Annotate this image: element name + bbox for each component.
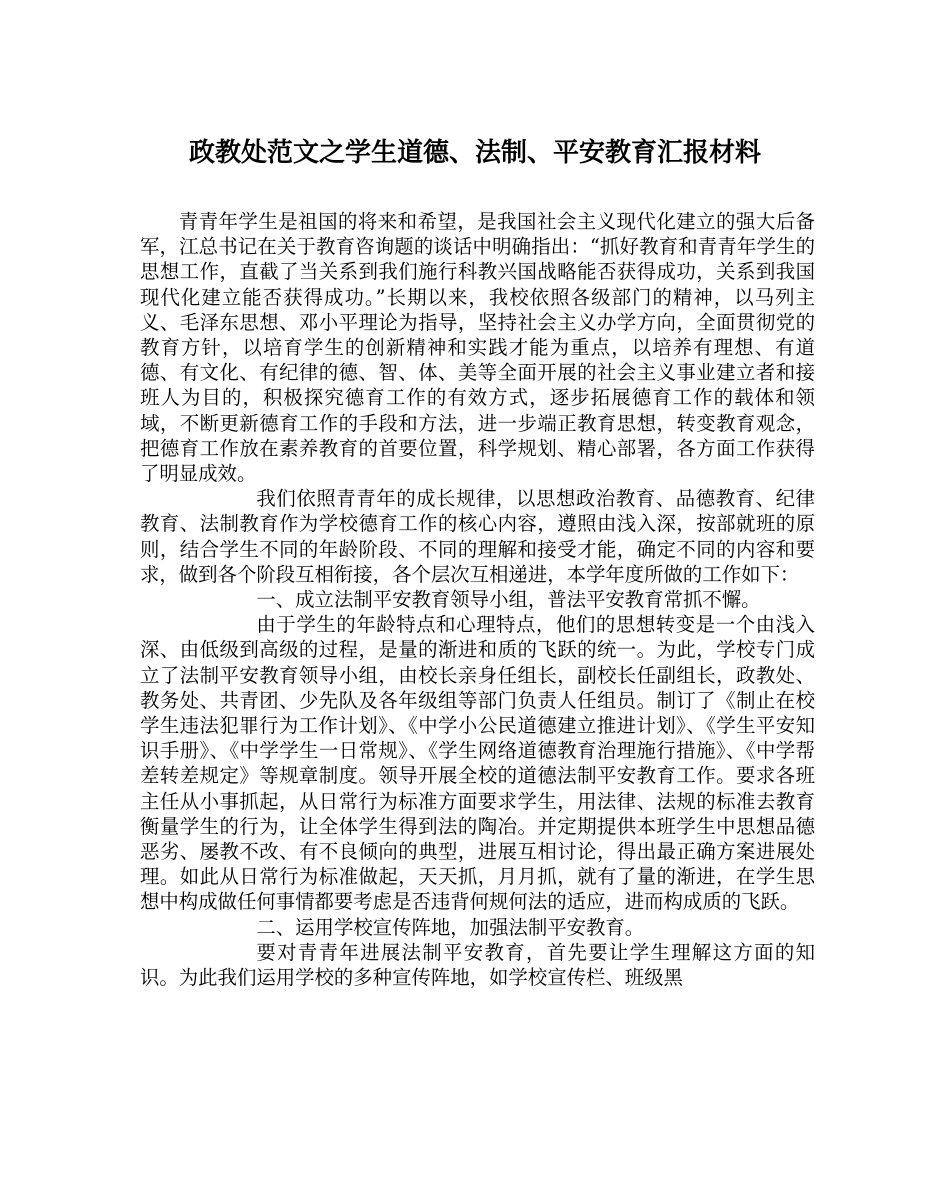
document-body [140, 209, 815, 990]
paragraph-intro: 青青年学生是祖国的将来和希望，是我国社会主义现代化建立的强大后备军，江总书记在关于教育咨询题的谈话中明确指出：“抓好教育和青青年学生的思想工作，直截了当关系到我们施行科教兴国战略能否获得成功，关系到我国现代化建立能否获得成功。”长期以来，我校依照各级部门的精神，以马列主义、毛泽东思想、邓小平理论为指导，坚持社会主义办学方向，全面贯彻党的教育方针，以培育学生的创新精神和实践才能为重点，以培养有理想、有道德、有文化、有纪律的德、智、体、美等全面开展的社会主义事业建立者和接班人为目的，积极探究德育工作的有效方式，逐步拓展德育工作的载体和领域，不断更新德育工作的手段和方法，进一步端正教育思想，转变教育观念，把德育工作放在素养教育的首要位置，科学规划、精心部署，各方面工作获得了明显成效。 [140, 210, 815, 486]
section-heading-1: 一、成立法制平安教育领导小组，普法平安教育常抓不懈。 [256, 588, 761, 612]
section-heading-2: 二、运用学校宣传阵地，加强法制平安教育。 [256, 915, 645, 939]
paragraph-overview: 我们依照青青年的成长规律，以思想政治教育、品德教育、纪律教育、法制教育作为学校德育工作的核心内容，遵照由浅入深，按部就班的原则，结合学生不同的年龄阶段、不同的理解和接受才能，确定不同的内容和要求，做到各个阶段互相衔接，各个层次互相递进，本学年度所做的工作如下： [140, 487, 815, 586]
paragraph-section-1: 由于学生的年龄特点和心理特点，他们的思想转变是一个由浅入深、由低级到高级的过程，是量的渐进和质的飞跃的统一。为此，学校专门成立了法制平安教育领导小组，由校长亲身任组长，副校长任副组长，政教处、教务处、共青团、少先队及各年级组等部门负责人任组员。制订了《制止在校学生违法犯罪行为工作计划》、《中学小公民道德建立推进计划》、《学生平安知识手册》、《中学学生一日常规》、《学生网络道德教育治理施行措施》、《中学帮差转差规定》等规章制度。领导开展全校的道德法制平安教育工作。要求各班主任从小事抓起，从日常行为标准方面要求学生，用法律、法规的标准去教育衡量学生的行为，让全体学生得到法的陶冶。并定期提供本班学生中思想品德恶劣、屡教不改、有不良倾向的典型，进展互相讨论，得出最正确方案进展处理。如此从日常行为标准做起，天天抓，月月抓，就有了量的渐进，在学生思想中构成做任何事情都要考虑是否违背何规何法的适应，进而构成质的飞跃。 [140, 613, 815, 914]
document-title: 政教处范文之学生道德、法制、平安教育汇报材料 [188, 138, 761, 168]
paragraph-section-2: 要对青青年进展法制平安教育，首先要让学生理解这方面的知识。为此我们运用学校的多种宣传阵地，如学校宣传栏、班级黑 [140, 940, 815, 990]
